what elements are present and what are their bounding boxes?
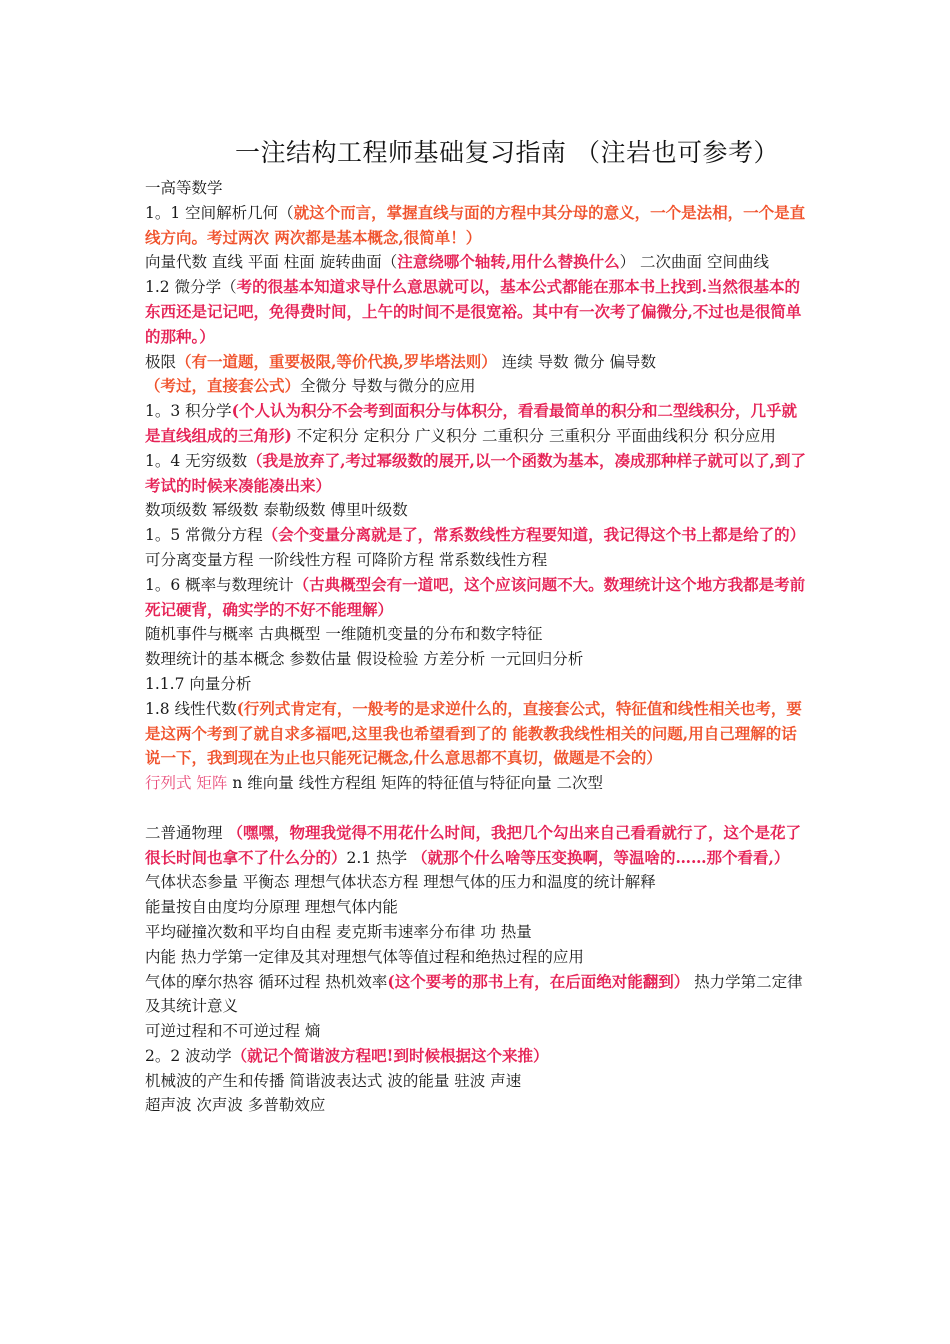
label: 1。1 空间解析几何（: [145, 203, 294, 222]
label: 1。4 无穷级数: [145, 451, 248, 470]
text: 极限: [145, 352, 177, 371]
highlighted-topics: 行列式 矩阵: [145, 774, 228, 793]
paragraph-1-2: [145, 275, 810, 349]
note: 注意绕哪个轴转,用什么替换什么: [397, 252, 620, 272]
section-heading-physics: 二普通物理: [145, 823, 228, 842]
label: 1。3 积分学: [145, 402, 232, 421]
spacer: [145, 796, 810, 821]
text: n 维向量 线性方程组 矩阵的特征值与特征向量 二次型: [227, 774, 604, 793]
text: 全微分 导数与微分的应用: [300, 377, 476, 396]
topics-2-2-a: 机械波的产生和传播 简谐波表达式 波的能量 驻波 声速: [145, 1071, 522, 1090]
note: （我是放弃了,考过幂级数的展开,以一个函数为基本，凑成那种样子就可以了,到了考试的时候来凑能凑出来）: [145, 450, 806, 495]
note: （有一道题，重要极限,等价代换,罗毕塔法则）: [176, 351, 497, 371]
note: 就这个而言，掌握直线与面的方程中其分母的意义，一个是法相，一个是直线方向。考过两次 两次都是基本概念,很简单！）: [145, 202, 806, 247]
text: 气体的摩尔热容 循环过程 热机效率: [145, 972, 388, 991]
paragraph-1-1: [145, 201, 810, 251]
topics-2-1-c: 平均碰撞次数和平均自由程 麦克斯韦速率分布律 功 热量: [145, 922, 532, 941]
label: 1.2 微分学（: [145, 278, 237, 297]
document-title: 一注结构工程师基础复习指南 （注岩也可参考）: [235, 138, 779, 167]
note: (这个要考的那书上有，在后面绝对能翻到）: [387, 971, 690, 991]
text: 向量代数 直线 平面 柱面 旋转曲面（: [145, 253, 398, 272]
label: 2.1 热学: [346, 848, 413, 867]
topics-2-2-b: 超声波 次声波 多普勒效应: [145, 1096, 326, 1115]
label: 2。2 波动学: [145, 1046, 232, 1065]
topics-1-4: 数项级数 幂级数 泰勒级数 傅里叶级数: [145, 501, 408, 520]
note: （会个变量分离就是了，常系数线性方程要知道，我记得这个书上都是给了的）: [262, 525, 806, 545]
section-heading-math: 一高等数学: [145, 179, 223, 197]
text: 不定积分 定积分 广义积分 二重积分 三重积分 平面曲线积分 积分应用: [291, 426, 776, 445]
label: 1。5 常微分方程: [145, 526, 263, 545]
note: （考过，直接套公式）: [145, 376, 301, 396]
paragraph-1-8: [145, 697, 810, 771]
text: 可分离变量方程 一阶线性方程 可降阶方程 常系数线性方程: [145, 550, 548, 569]
note: （就那个什么啥等压变换啊，等温啥的……那个看看,）: [412, 847, 790, 867]
topics-2-1-e: [145, 970, 810, 1020]
topics-2-1-d: 内能 热力学第一定律及其对理想气体等值过程和绝热过程的应用: [145, 947, 584, 966]
topics-2-1-f: 可逆过程和不可逆过程 熵: [145, 1022, 321, 1041]
note: （就记个简谐波方程吧!到时候根据这个来推）: [231, 1045, 549, 1065]
topics-1-6-a: 随机事件与概率 古典概型 一维随机变量的分布和数字特征: [145, 625, 543, 644]
text: ） 二次曲面 空间曲线: [619, 253, 769, 272]
topics-1-2: [145, 350, 810, 400]
topics-2-1-b: 能量按自由度均分原理 理想气体内能: [145, 898, 398, 917]
note: （嘿嘿，物理我觉得不用花什么时间，我把几个勾出来自己看看就行了，这个是花了很长时间也拿不了什么分的）: [145, 822, 801, 867]
paragraph-1-4: [145, 449, 810, 499]
label: 1。6 概率与数理统计: [145, 575, 294, 594]
note: (行列式肯定有，一般考的是求逆什么的，直接套公式，特征值和线性相关也考，要是这两个考到了就自求多福吧,这里我也希望看到了的 能教教我线性相关的问题,用自己理解的话说一下，我到现在为止也只能死记概念,什么意思都不真切，做题是不会的）: [145, 698, 802, 768]
note: 考的很基本知道求导什么意思就可以，基本公式都能在那本书上找到.当然很基本的东西还是记记吧，免得费时间，上午的时间不是很宽裕。其中有一次考了偏微分,不过也是很简单的那种。）: [145, 277, 802, 346]
paragraph-2-2: [145, 1044, 810, 1069]
topics-1-1: [145, 250, 810, 275]
topics-1-8: [145, 771, 810, 796]
paragraph-1-6: [145, 573, 810, 623]
paragraph-physics: [145, 821, 810, 871]
paragraph-1-5: [145, 523, 810, 573]
topics-1-6-b: 数理统计的基本概念 参数估量 假设检验 方差分析 一元回归分析: [145, 650, 584, 669]
label: 1.8 线性代数: [145, 699, 237, 718]
text: 连续 导数 微分 偏导数: [496, 352, 657, 371]
paragraph-1-7: 1.1.7 向量分析: [145, 674, 252, 693]
note: （古典概型会有一道吧，这个应该问题不大。数理统计这个地方我都是考前死记硬背，确实学的不好不能理解）: [145, 574, 806, 619]
document-body: [145, 176, 810, 1118]
note: (个人认为积分不会考到面积分与体积分，看看最简单的积分和二型线积分，几乎就是直线组成的三角形): [145, 401, 797, 445]
paragraph-1-3: [145, 399, 810, 449]
topics-2-1-a: 气体状态参量 平衡态 理想气体状态方程 理想气体的压力和温度的统计解释: [145, 873, 656, 892]
text: 热力学第二定律及其统计意义: [145, 972, 803, 1016]
